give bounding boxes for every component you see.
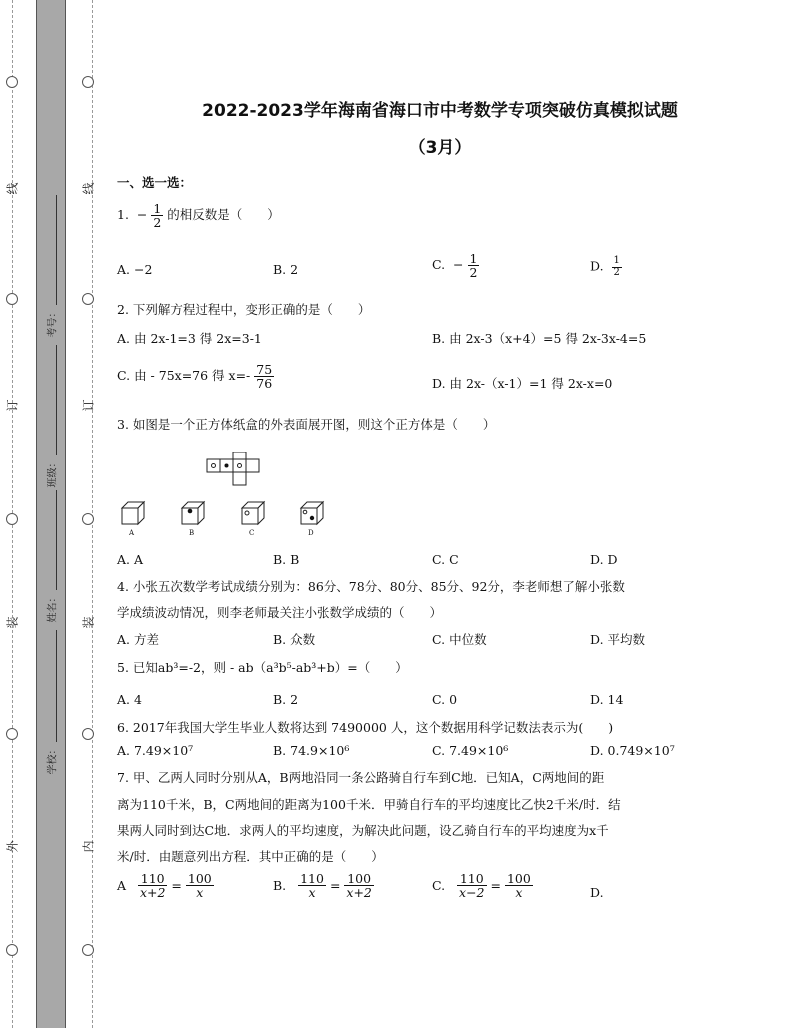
q7-b-left-den: x <box>308 885 316 901</box>
q3-option-b: B. B <box>273 552 300 567</box>
q7-c-left-den: x−2 <box>459 885 485 901</box>
q2-option-c <box>117 363 274 390</box>
binding-hole <box>6 728 18 740</box>
section-heading: 一、选一选： <box>117 175 193 190</box>
exam-title-sub: （3月） <box>408 138 472 158</box>
q7-c-right-den: x <box>515 885 523 901</box>
q7-a-right-den: x <box>196 885 204 901</box>
cube-option-a-figure <box>118 500 150 528</box>
q7-option-b <box>273 872 374 899</box>
q7-a-left-den: x+2 <box>139 885 166 901</box>
q2-c-den: 76 <box>256 376 273 392</box>
q7-option-d: D. <box>590 885 604 900</box>
q1-fraction <box>151 202 163 229</box>
q4-option-c: C. 中位数 <box>432 632 487 647</box>
question-7-stem-line3: 果两人同时到达C地．求两人的平均速度，为解决此问题，设乙骑自行车的平均速度为x千 <box>117 823 609 838</box>
q7-option-c <box>432 872 533 899</box>
binding-hole <box>6 944 18 956</box>
q6-option-b: B. 74.9×10⁶ <box>273 743 350 758</box>
cube-label-b: B <box>189 529 195 537</box>
q1-frac-num: 1 <box>153 201 162 216</box>
q1-option-c <box>432 252 479 279</box>
q2-option-b: B. 由 2x-3（x+4）=5 得 2x-3x-4=5 <box>432 331 647 346</box>
q1-c-den: 2 <box>469 265 478 281</box>
cube-net-figure <box>200 452 270 494</box>
class-line <box>56 345 57 455</box>
q7-b-left-num: 110 <box>300 871 324 886</box>
q1-c-label: C. <box>432 257 446 273</box>
question-7-stem-line2: 离为110千米，B，C两地间的距离为100千米．甲骑自行车的平均速度比乙快2千米/时．结 <box>117 797 621 812</box>
q7-option-a <box>117 872 214 899</box>
q1-text: 的相反数是（ ） <box>167 207 280 223</box>
binding-char-outer: 装 <box>5 616 20 629</box>
name-label: 姓名： <box>47 592 59 623</box>
q1-c-fraction <box>468 252 480 279</box>
q2-c-text: C. 由 - 75x=76 得 x=- <box>117 368 251 384</box>
q7-a-label: A <box>117 878 127 894</box>
name-line <box>56 490 57 590</box>
q2-c-num: 75 <box>256 362 273 377</box>
q4-option-b: B. 众数 <box>273 632 316 647</box>
q7-c-left-num: 110 <box>457 872 486 886</box>
question-6-stem: 6. 2017年我国大学生毕业人数将达到 7490000 人，这个数据用科学记数法表示为( ) <box>117 720 614 735</box>
binding-hole <box>82 293 94 305</box>
q5-option-d: D. 14 <box>590 692 624 707</box>
cube-option-b-figure <box>178 500 210 528</box>
binding-char-inner: 订 <box>81 399 96 412</box>
q7-c-label: C. <box>432 878 446 894</box>
binding-char-inner: 装 <box>81 616 96 629</box>
q3-option-c: C. C <box>432 552 459 567</box>
q4-option-a: A. 方差 <box>117 632 159 647</box>
q5-option-b: B. 2 <box>273 692 299 707</box>
q7-c-right-fraction <box>505 872 533 899</box>
exam-number-label: 考号： <box>47 307 59 338</box>
q7-b-right-fraction <box>344 872 373 899</box>
exam-number-line <box>56 195 57 305</box>
binding-char-outer: 线 <box>5 182 20 195</box>
question-7-stem-line1: 7. 甲、乙两人同时分别从A，B两地沿同一条公路骑自行车到C地．已知A，C两地间的距 <box>117 770 605 785</box>
binding-strip <box>36 0 66 1028</box>
q7-a-right-num: 100 <box>187 871 212 886</box>
binding-char-outer: 外 <box>5 840 20 853</box>
school-line <box>56 630 57 742</box>
question-3-stem: 3. 如图是一个正方体纸盒的外表面展开图，则这个正方体是（ ） <box>117 417 496 432</box>
question-2-stem: 2. 下列解方程过程中，变形正确的是（ ） <box>117 302 371 317</box>
question-4-stem-line1: 4. 小张五次数学考试成绩分别为：86分、78分、80分、85分、92分，李老师想了解小张数 <box>117 579 625 594</box>
q2-c-fraction <box>254 363 274 390</box>
q1-option-b: B. 2 <box>273 262 299 277</box>
binding-hole <box>82 513 94 525</box>
q6-option-a: A. 7.49×10⁷ <box>117 743 194 758</box>
q1-number: 1. <box>117 207 129 223</box>
cube-label-c: C <box>249 529 255 537</box>
question-7-stem-line4: 米/时．由题意列出方程．其中正确的是（ ） <box>117 849 384 864</box>
cube-label-a: A <box>129 529 135 537</box>
q5-option-a: A. 4 <box>117 692 142 707</box>
cube-option-c-figure <box>238 500 270 528</box>
binding-char-inner: 内 <box>81 840 96 853</box>
q7-a-left-fraction <box>138 872 167 899</box>
school-label: 学校： <box>47 744 59 775</box>
q1-option-d <box>590 256 622 278</box>
q1-frac-den: 2 <box>153 215 162 231</box>
binding-char-outer: 订 <box>5 399 20 412</box>
q1-c-num: 1 <box>469 251 478 266</box>
q4-option-d: D. 平均数 <box>590 632 646 647</box>
q7-a-equals: = <box>171 878 182 894</box>
q7-c-left-fraction <box>457 872 486 899</box>
binding-hole <box>6 293 18 305</box>
question-4-stem-line2: 学成绩波动情况，则李老师最关注小张数学成绩的（ ） <box>117 605 443 620</box>
binding-hole <box>82 728 94 740</box>
question-1-stem <box>117 202 280 229</box>
question-5-stem: 5. 已知ab³=-2，则 - ab（a³b⁵-ab³+b）=（ ） <box>117 660 408 675</box>
q7-b-left-fraction <box>298 872 326 899</box>
class-label: 班级： <box>47 457 59 488</box>
q7-b-equals: = <box>329 878 341 894</box>
q7-c-right-num: 100 <box>506 871 531 886</box>
q1-d-fraction <box>612 256 622 278</box>
binding-hole <box>82 944 94 956</box>
q1-d-num: 1 <box>613 255 620 266</box>
q5-option-c: C. 0 <box>432 692 458 707</box>
q3-option-d: D. D <box>590 552 618 567</box>
q6-option-c: C. 7.49×10⁶ <box>432 743 509 758</box>
q1-c-minus: − <box>453 257 464 273</box>
q7-a-right-fraction <box>186 872 214 899</box>
exam-title: 2022-2023学年海南省海口市中考数学专项突破仿真模拟试题 <box>202 101 678 121</box>
q2-option-d: D. 由 2x-（x-1）=1 得 2x-x=0 <box>432 376 613 391</box>
q1-minus: − <box>136 207 148 223</box>
binding-hole <box>6 76 18 88</box>
q7-a-left-num: 110 <box>138 872 167 886</box>
q1-d-label: D. <box>590 258 604 274</box>
binding-char-inner: 线 <box>81 182 96 195</box>
q7-b-right-num: 100 <box>344 872 373 886</box>
q6-option-d: D. 0.749×10⁷ <box>590 743 675 758</box>
cube-option-d-figure <box>297 500 329 528</box>
q1-option-a: A. −2 <box>117 262 153 277</box>
q1-d-den: 2 <box>613 266 620 278</box>
q7-c-equals: = <box>490 878 501 894</box>
q3-option-a: A. A <box>117 552 144 567</box>
binding-margin <box>0 0 110 1028</box>
q7-b-label: B. <box>273 878 287 894</box>
cube-label-d: D <box>308 529 314 537</box>
q7-b-right-den: x+2 <box>346 885 372 901</box>
binding-hole <box>6 513 18 525</box>
q2-option-a: A. 由 2x-1=3 得 2x=3-1 <box>117 331 262 346</box>
binding-hole <box>82 76 94 88</box>
